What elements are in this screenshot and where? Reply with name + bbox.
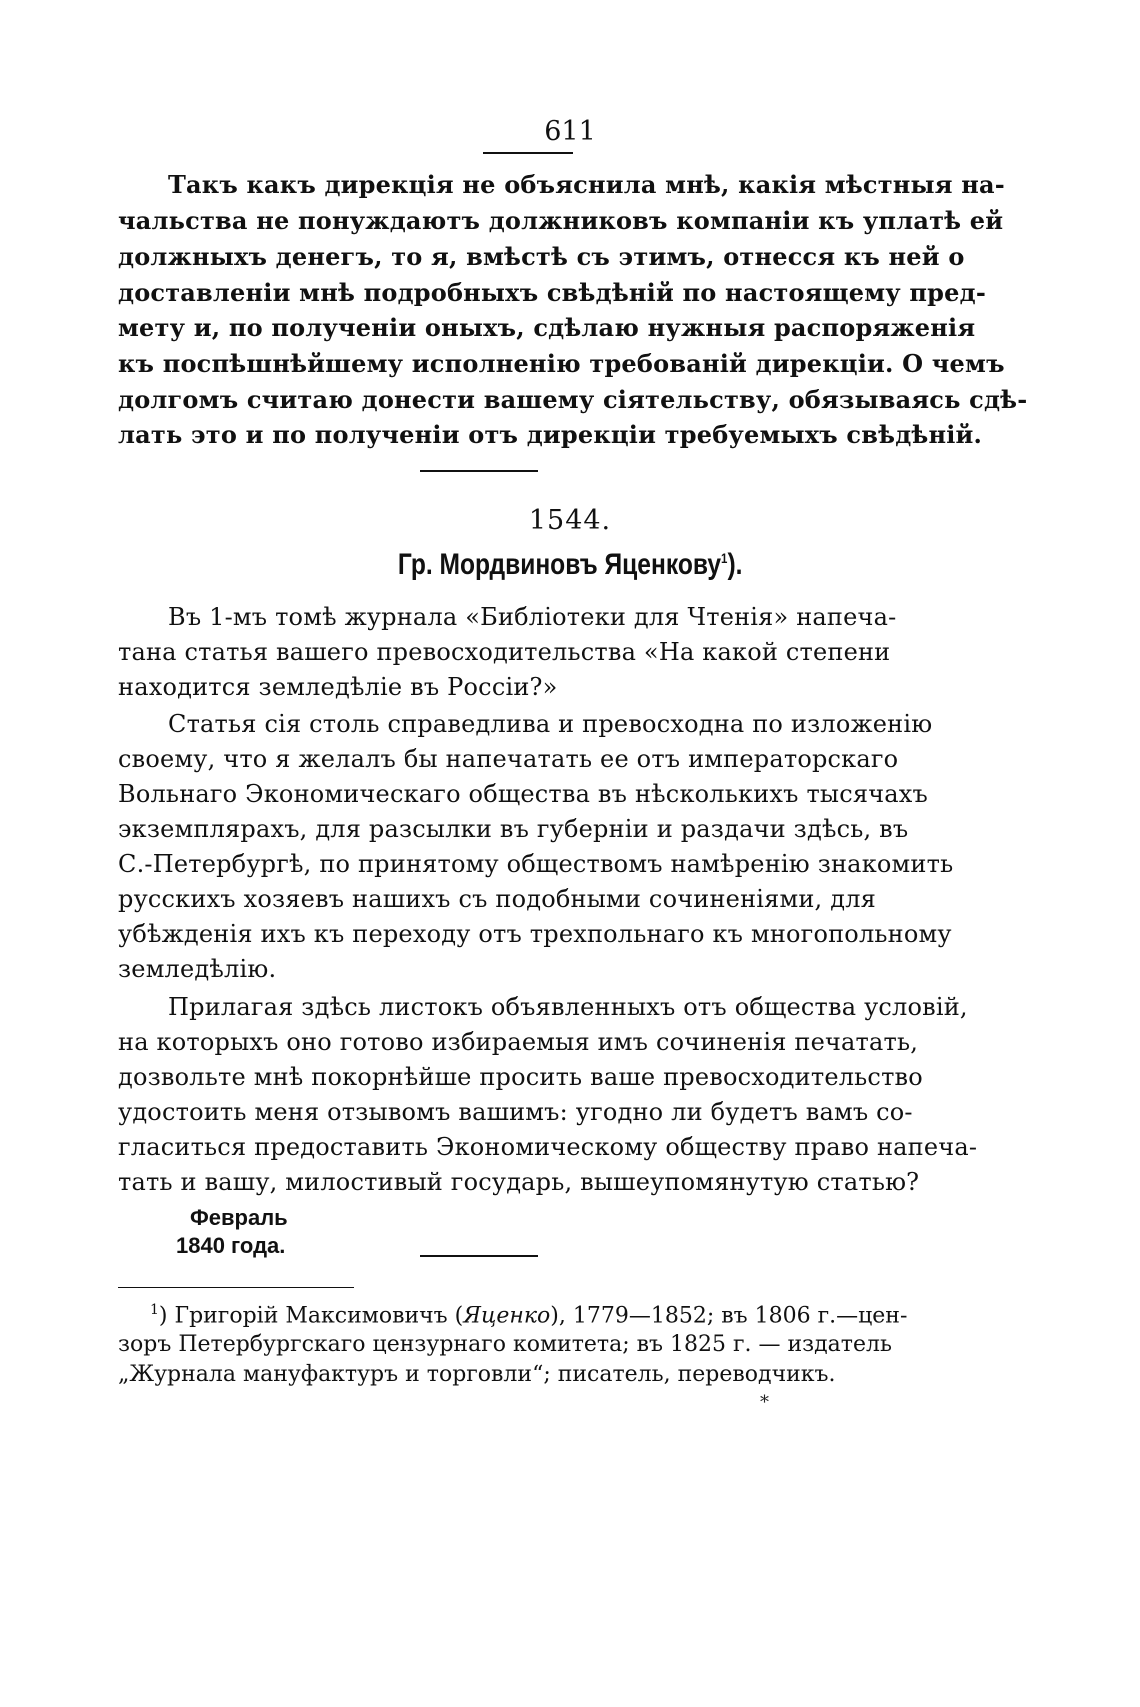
intro-line: лать это и по полученіи отъ дирекціи требуемыхъ свѣдѣній. [118,420,983,449]
page-number-underline [483,152,573,154]
end-divider [420,1255,538,1257]
footnote-line: „Журнала мануфактуръ и торговли“; писатель, переводчикъ. [118,1362,836,1387]
footnote-prefix: ) Григорій Максимовичъ ( [158,1303,464,1329]
letter-title [0,548,1140,582]
date-year: 1840 года. [176,1233,286,1258]
paragraph-line: находится земледѣліе въ Россіи?» [118,673,558,701]
section-divider [420,470,538,472]
letter-title-note-marker: 1 [720,550,728,566]
paragraph-line: тать и вашу, милостивый государь, вышеупомянутую статью? [118,1168,920,1196]
intro-line: долгомъ считаю донести вашему сіятельству, обязываясь сдѣ- [118,385,1028,414]
intro-line: Такъ какъ дирекція не объяснила мнѣ, какія мѣстныя на- [168,170,1005,199]
paragraph-line: С.-Петербургѣ, по принятому обществомъ намѣренію знакомить [118,850,954,878]
letter-title-main: Гр. Мордвиновъ Яценкову [397,548,721,581]
paragraph-line: своему, что я желалъ бы напечатать ее отъ императорскаго [118,745,899,773]
footnote-line [150,1302,907,1328]
paragraph-line: Статья сія столь справедлива и превосходна по изложенію [168,710,933,738]
footnote-marker: 1 [150,1302,159,1318]
paragraph-line: убѣжденія ихъ къ переходу отъ трехпольнаго къ многопольному [118,920,952,948]
paragraph-line: гласиться предоставить Экономическому обществу право напеча- [118,1133,978,1161]
intro-line: къ поспѣшнѣйшему исполненію требованій дирекціи. О чемъ [118,349,1005,378]
date-month: Февраль [190,1205,288,1230]
intro-line: должныхъ денегъ, то я, вмѣстѣ съ этимъ, отнесся къ ней о [118,242,965,271]
letter-number: 1544. [528,505,612,536]
intro-line: чальства не понуждаютъ должниковъ компаніи къ уплатѣ ей [118,206,1004,235]
footnote-suffix: ), 1779—1852; въ 1806 г.—цен- [550,1303,908,1329]
paragraph-line: удостоить меня отзывомъ вашимъ: угодно ли будетъ вамъ со- [118,1098,913,1126]
paragraph-line: на которыхъ оно готово избираемыя имъ сочиненія печатать, [118,1028,919,1056]
paragraph-line: тана статья вашего превосходительства «На какой степени [118,638,891,666]
footnote-italic-name: Яценко [463,1303,551,1329]
letter-title-text [398,548,743,582]
paragraph-line: Вольнаго Экономическаго общества въ нѣсколькихъ тысячахъ [118,780,928,808]
paragraph-line: Въ 1-мъ томѣ журнала «Библіотеки для Чтенія» напеча- [168,603,897,631]
letter-title-suffix: ). [727,548,743,581]
asterisk-mark: * [760,1392,769,1413]
footnote-line: зоръ Петербургскаго цензурнаго комитета; въ 1825 г. — издатель [118,1332,892,1357]
intro-line: доставленіи мнѣ подробныхъ свѣдѣній по настоящему пред- [118,278,986,307]
paragraph-line: Прилагая здѣсь листокъ объявленныхъ отъ общества условій, [168,993,968,1021]
footnote-separator [118,1287,354,1288]
paragraph-line: экземплярахъ, для разсылки въ губерніи и раздачи здѣсь, въ [118,815,909,843]
page-number: 611 [544,116,596,147]
paragraph-line: русскихъ хозяевъ нашихъ съ подобными сочиненіями, для [118,885,876,913]
paragraph-line: земледѣлію. [118,955,277,983]
paragraph-line: дозвольте мнѣ покорнѣйше просить ваше превосходительство [118,1063,923,1091]
intro-line: мету и, по полученіи оныхъ, сдѣлаю нужныя распоряженія [118,313,976,342]
